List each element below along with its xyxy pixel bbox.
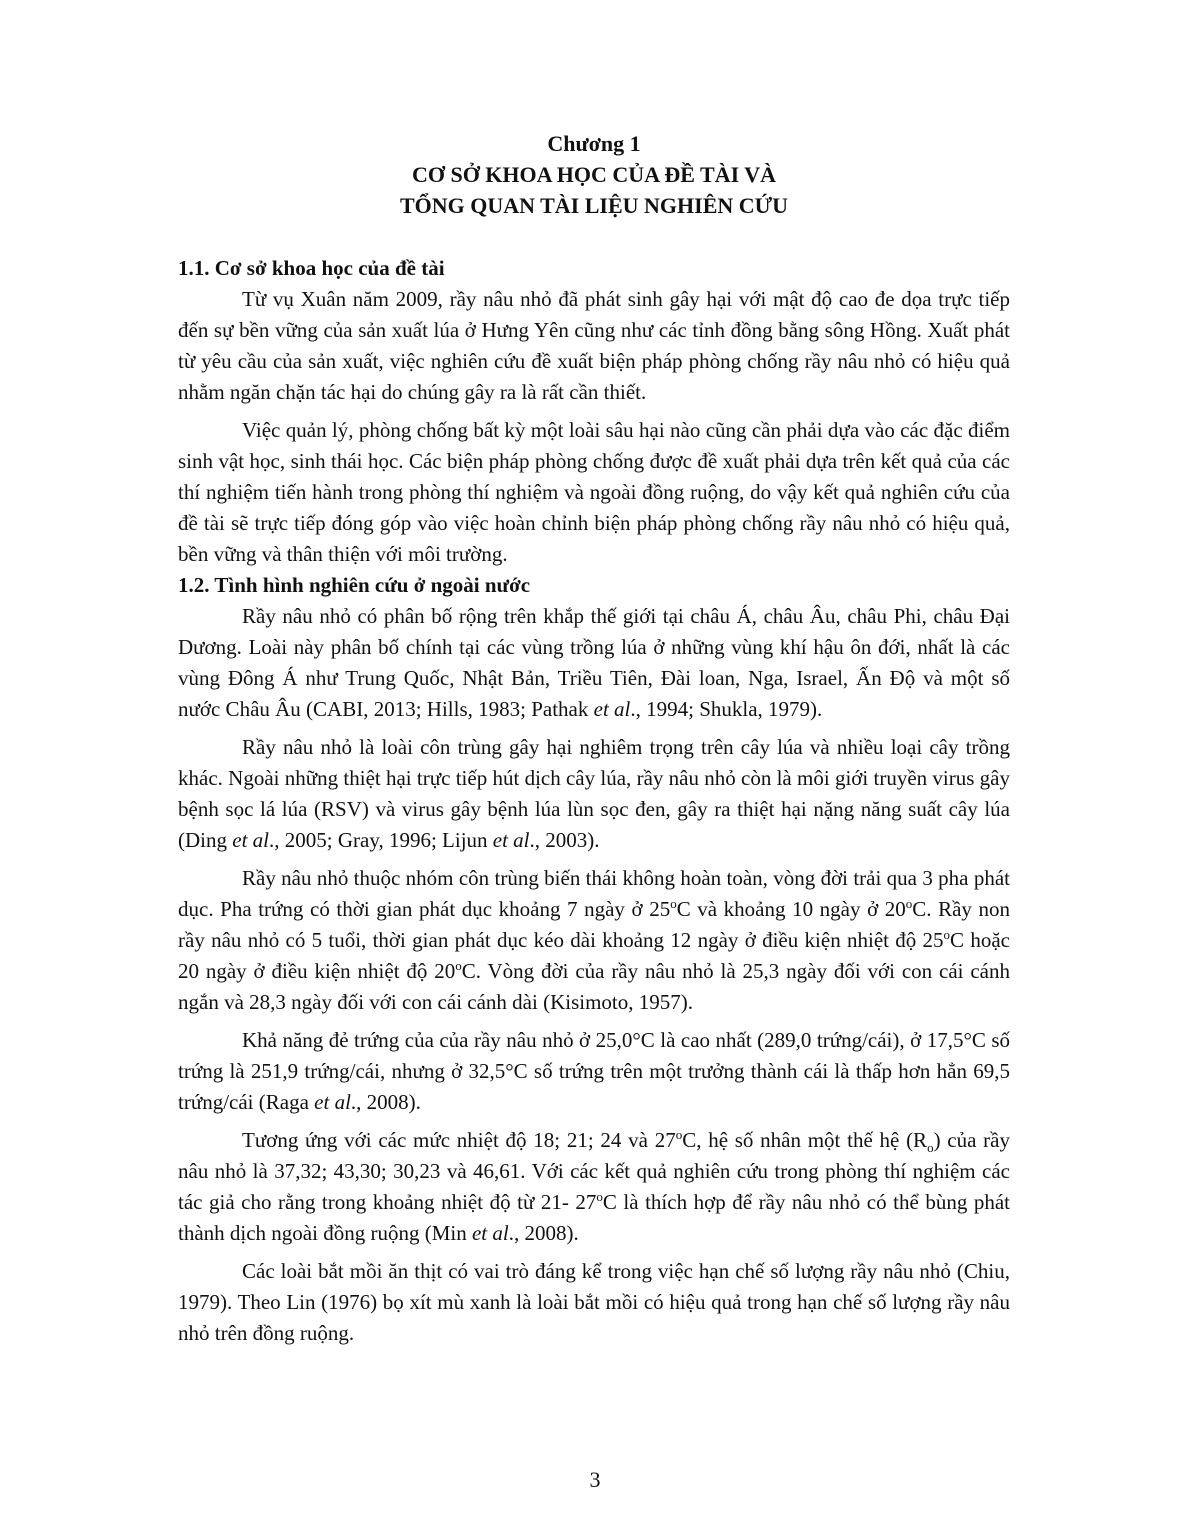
section-1-2-paragraph-6: Các loài bắt mồi ăn thịt có vai trò đáng kể trong việc hạn chế số lượng rầy nâu nhỏ (Chiu, 1979). Theo Lin (1976) bọ xít mù xanh là loài bắt mồi có hiệu quả trong hạn chế số lượng rầy nâu nhỏ trên đồng ruộng. (178, 1259, 1010, 1345)
section-1-2-paragraph-3: Rầy nâu nhỏ thuộc nhóm côn trùng biến thái không hoàn toàn, vòng đời trải qua 3 pha phát dục. Pha trứng có thời gian phát dục khoảng 7 ngày ở 25$^o$C và khoảng 10 ngày ở 20$^o$C. Rầy non rầy nâu nhỏ có 5 tuổi, thời gian phát dục kéo dài khoảng 12 ngày ở điều kiện nhiệt độ 25$^o$C hoặc 20 ngày ở điều kiện nhiệt độ 20$^o$C. Vòng đời của rầy nâu nhỏ là 25,3 ngày đối với con cái cánh ngắn và 28,3 ngày đối với con cái cánh dài (Kisimoto, 1957). (178, 866, 1010, 1014)
section-1-1-paragraph-2: Việc quản lý, phòng chống bất kỳ một loài sâu hại nào cũng cần phải dựa vào các đặc điểm sinh vật học, sinh thái học. Các biện pháp phòng chống được đề xuất phải dựa trên kết quả của các thí nghiệm tiến hành trong phòng thí nghiệm và ngoài đồng ruộng, do vậy kết quả nghiên cứu của đề tài sẽ trực tiếp đóng góp vào việc hoàn chỉnh biện pháp phòng chống rầy nâu nhỏ có hiệu quả, bền vững và thân thiện với môi trường. (178, 418, 1010, 566)
section-1-2-paragraph-4: Khả năng đẻ trứng của của rầy nâu nhỏ ở 25,0°C là cao nhất (289,0 trứng/cái), ở 17,5°C số trứng là 251,9 trứng/cái, nhưng ở 32,5°C số trứng trên một trưởng thành cái là thấp hơn hẳn 69,5 trứng/cái (Raga et al., 2008). (178, 1028, 1010, 1114)
section-1-2-paragraph-2: Rầy nâu nhỏ là loài côn trùng gây hại nghiêm trọng trên cây lúa và nhiều loại cây trồng khác. Ngoài những thiệt hại trực tiếp hút dịch cây lúa, rầy nâu nhỏ còn là môi giới truyền virus gây bệnh sọc lá lúa (RSV) và virus gây bệnh lúa lùn sọc đen, gây ra thiệt hại nặng năng suất cây lúa (Ding et al., 2005; Gray, 1996; Lijun et al., 2003). (178, 735, 1010, 852)
chapter-title-line1: CƠ SỞ KHOA HỌC CỦA ĐỀ TÀI VÀ (411, 162, 777, 187)
section-1-2-paragraph-5: Tương ứng với các mức nhiệt độ 18; 21; 24 và 27$^o$C, hệ số nhân một thế hệ $(R_o)$ của rầy nâu nhỏ là 37,32; 43,30; 30,23 và 46,61. Với các kết quả nghiên cứu trong phòng thí nghiệm các tác giả cho rằng trong khoảng nhiệt độ từ 21- 27$^o$C là thích hợp để rầy nâu nhỏ có thể bùng phát thành dịch ngoài đồng ruộng (Min et al., 2008). (178, 1127, 1010, 1245)
chapter-number: Chương 1 (547, 131, 641, 156)
chapter-title-line2: TỔNG QUAN TÀI LIỆU NGHIÊN CỨU (399, 193, 789, 218)
section-1-2-paragraph-1: Rầy nâu nhỏ có phân bố rộng trên khắp thế giới tại châu Á, châu Âu, châu Phi, châu Đại Dương. Loài này phân bố chính tại các vùng trồng lúa ở những vùng khí hậu ôn đới, nhất là các vùng Đông Á như Trung Quốc, Nhật Bản, Triều Tiên, Đài loan, Nga, Israel, Ấn Độ và một số nước Châu Âu (CABI, 2013; Hills, 1983; Pathak et al., 1994; Shukla, 1979). (178, 604, 1010, 721)
section-1-1-paragraph-1: Từ vụ Xuân năm 2009, rầy nâu nhỏ đã phát sinh gây hại với mật độ cao đe dọa trực tiếp đến sự bền vững của sản xuất lúa ở Hưng Yên cũng như các tỉnh đồng bằng sông Hồng. Xuất phát từ yêu cầu của sản xuất, việc nghiên cứu đề xuất biện pháp phòng chống rầy nâu nhỏ có hiệu quả nhằm ngăn chặn tác hại do chúng gây ra là rất cần thiết. (178, 287, 1010, 404)
section-1-1-heading: 1.1. Cơ sở khoa học của đề tài (178, 256, 445, 280)
document-page (178, 128, 1010, 1349)
page-number: 3 (589, 1467, 601, 1492)
section-1-2-heading: 1.2. Tình hình nghiên cứu ở ngoài nước (178, 573, 531, 597)
